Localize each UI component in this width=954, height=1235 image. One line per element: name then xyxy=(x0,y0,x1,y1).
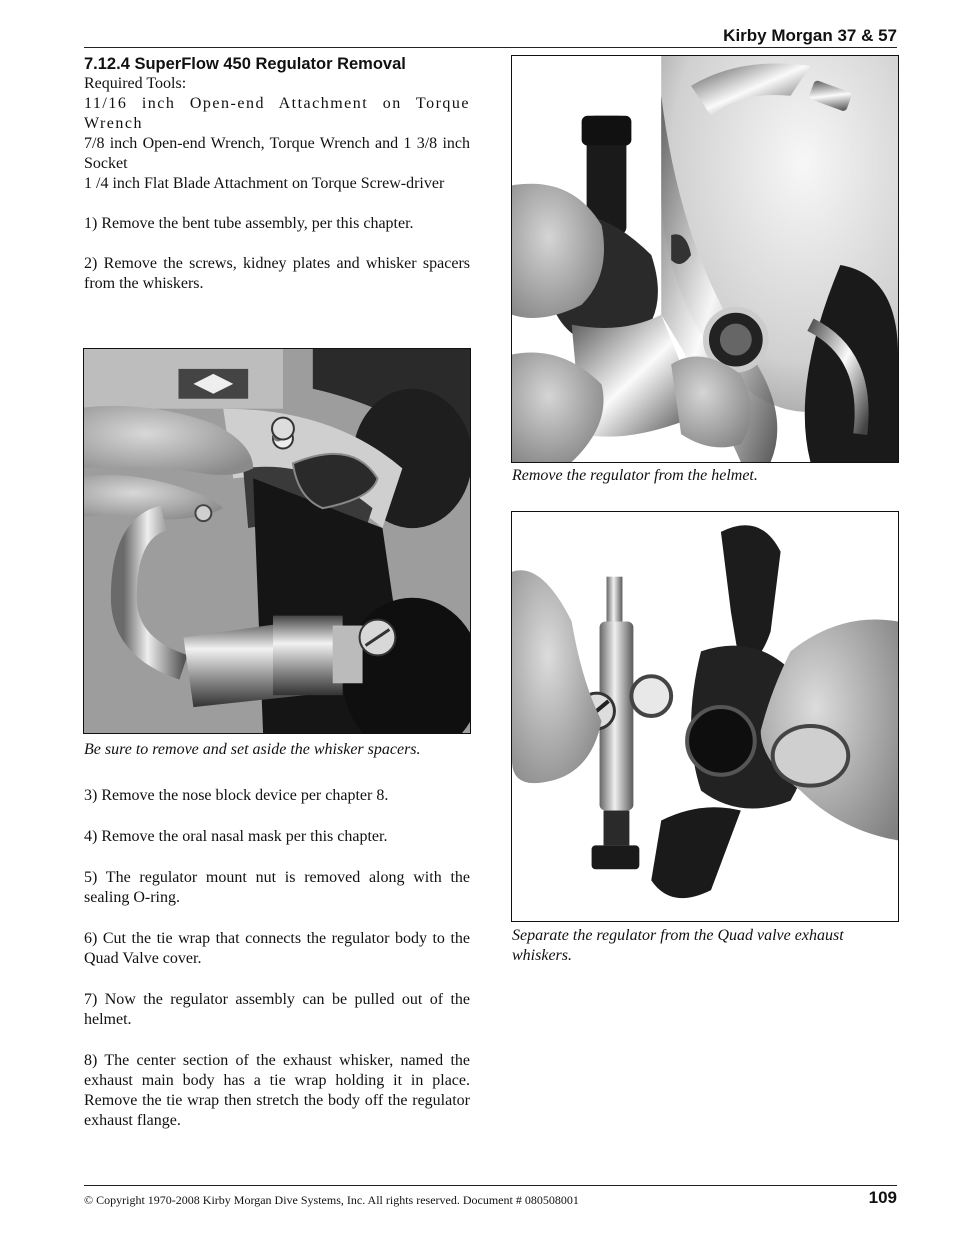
section-heading: 7.12.4 SuperFlow 450 Regulator Removal xyxy=(84,55,406,73)
separate-regulator-caption: Separate the regulator from the Quad valve exhaust whiskers. xyxy=(512,927,844,964)
footer-copyright: © Copyright 1970-2008 Kirby Morgan Dive Systems, Inc. All rights reserved. Document # 080508001 xyxy=(84,1193,579,1207)
tool-item: 7/8 inch Open-end Wrench, Torque Wrench and 1 3/8 inch Socket xyxy=(84,135,470,172)
step-5: 5) The regulator mount nut is removed along with the sealing O-ring. xyxy=(84,869,470,906)
whisker-spacers-caption: Be sure to remove and set aside the whisker spacers. xyxy=(84,741,421,758)
separate-regulator-illustration xyxy=(512,512,898,921)
footer-rule xyxy=(84,1185,897,1186)
helmet-regulator-photo xyxy=(511,55,899,463)
step-1: 1) Remove the bent tube assembly, per this chapter. xyxy=(84,215,414,232)
separate-regulator-photo xyxy=(511,511,899,922)
step-6: 6) Cut the tie wrap that connects the regulator body to the Quad Valve cover. xyxy=(84,930,470,967)
step-4: 4) Remove the oral nasal mask per this chapter. xyxy=(84,828,388,845)
tools-label: Required Tools: xyxy=(84,75,187,92)
whisker-spacers-photo xyxy=(83,348,471,734)
steps-continued xyxy=(84,786,470,1152)
step-8: 8) The center section of the exhaust whisker, named the exhaust main body has a tie wrap holding it in place. Remove the tie wrap then stretch the body off the regulator exhaust flange. xyxy=(84,1052,470,1129)
helmet-regulator-illustration xyxy=(512,56,898,462)
left-column xyxy=(84,54,470,294)
step-7: 7) Now the regulator assembly can be pulled out of the helmet. xyxy=(84,991,470,1028)
page-number: 109 xyxy=(868,1188,897,1207)
tool-item: 1 /4 inch Flat Blade Attachment on Torque Screw-driver xyxy=(84,175,445,192)
whisker-spacers-illustration xyxy=(84,349,470,733)
required-tools xyxy=(84,74,470,194)
helmet-regulator-caption: Remove the regulator from the helmet. xyxy=(512,467,758,484)
header-rule xyxy=(84,47,897,48)
step-2: 2) Remove the screws, kidney plates and whisker spacers from the whiskers. xyxy=(84,255,470,292)
running-header-title: Kirby Morgan 37 & 57 xyxy=(723,26,897,45)
step-3: 3) Remove the nose block device per chapter 8. xyxy=(84,787,389,804)
tool-item: 11/16 inch Open-end Attachment on Torque Wrench xyxy=(84,95,470,132)
